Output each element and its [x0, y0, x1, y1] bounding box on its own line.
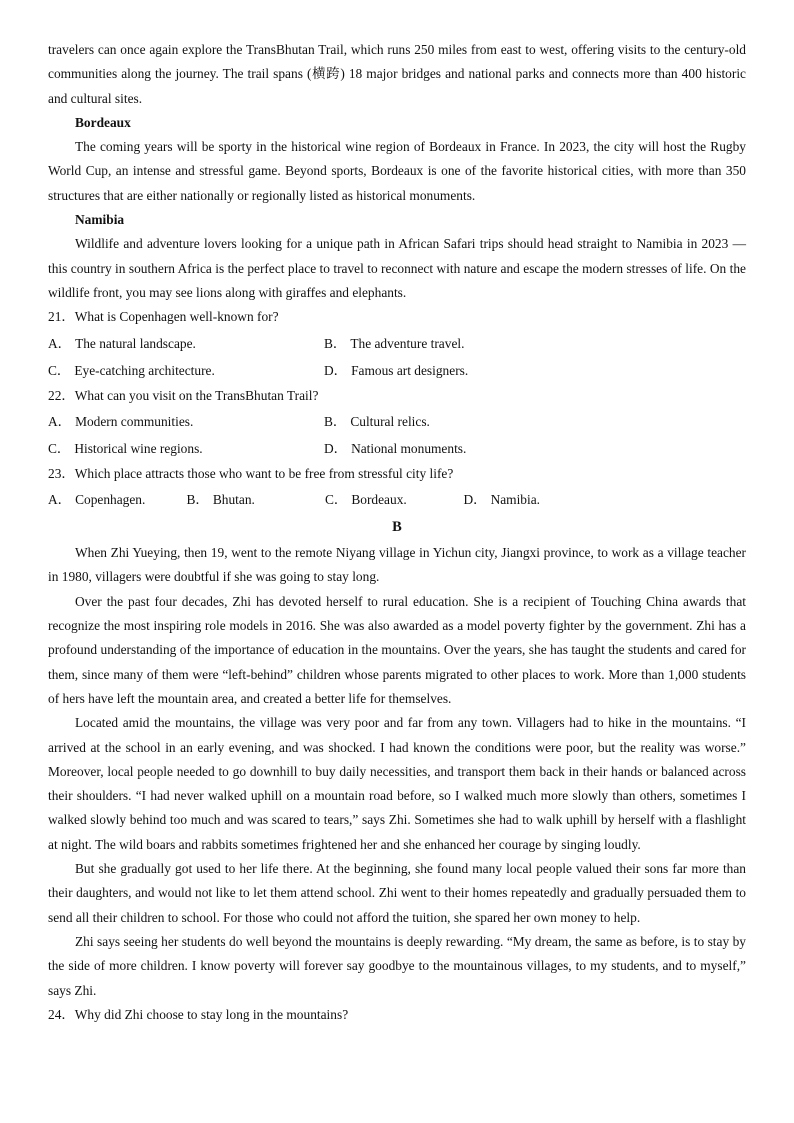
option-letter: C． — [48, 440, 71, 456]
passage-b-paragraph-3: Located amid the mountains, the village was very poor and far from any town. Villagers had to hike in the mountains. “I arrived at the school in an early evening, and was shocked. I had known the conditions were poor, but the reality was worse.” Moreover, local people needed to go downhill to buy daily necessities, and transport them back in their hands or balanced across their shoulders. “I had never walked uphill on a mountain road before, so I walked much more slowly than others, sometimes I walked slowly behind too much and was scared to tears,” says Zhi. Sometimes she had to walk uphill by herself with a flashlight at night. The wild boars and rabbits sometimes frightened her and she enhanced her courage by singing loudly. — [48, 715, 746, 852]
question-24 — [48, 1003, 746, 1027]
option-c[interactable] — [325, 486, 464, 513]
option-a[interactable] — [48, 486, 187, 513]
option-text: National monuments. — [351, 440, 467, 456]
option-letter: D． — [324, 440, 348, 456]
question-stem: Why did Zhi choose to stay long in the mountains? — [74, 1006, 349, 1022]
option-letter: A． — [48, 335, 72, 351]
question-stem: Which place attracts those who want to be free from stressful city life? — [74, 465, 454, 481]
option-letter: B． — [186, 492, 209, 508]
passage-b-paragraph-5: Zhi says seeing her students do well beyond the mountains is deeply rewarding. “My dream, the same as before, is to stay by the side of more children. I know poverty will forever say goodbye to the mountainous villages, to my students, and to myself,” says Zhi. — [48, 933, 746, 998]
option-text: The natural landscape. — [75, 335, 196, 351]
option-d[interactable] — [464, 486, 603, 513]
passage-b-paragraph-1: When Zhi Yueying, then 19, went to the remote Niyang village in Yichun city, Jiangxi province, to work as a village teacher in 1980, villagers were doubtful if she was going to stay long. — [48, 545, 746, 585]
option-text: Copenhagen. — [75, 492, 146, 508]
question-number: 24． — [48, 1006, 75, 1022]
option-text: Namibia. — [490, 492, 541, 508]
option-letter: C． — [48, 362, 71, 378]
option-d[interactable] — [324, 357, 600, 384]
option-letter: A． — [48, 413, 72, 429]
question-23-options-row — [48, 486, 746, 513]
option-c[interactable] — [48, 357, 324, 384]
option-b[interactable] — [187, 486, 326, 513]
question-22-options-row-1 — [48, 408, 746, 435]
option-text: Cultural relics. — [350, 413, 430, 429]
question-21-options-row-1 — [48, 330, 746, 357]
option-text: Famous art designers. — [351, 362, 469, 378]
option-text: Modern communities. — [75, 413, 194, 429]
document-page — [48, 38, 746, 1027]
passage-b-paragraph-4: But she gradually got used to her life there. At the beginning, she found many local people valued their sons far more than their daughters, and would not like to let them attend school. Zhi went to their homes repeatedly and gradually persuaded them to send all their children to school. For those who could not afford the tuition, she spared her own money to help. — [48, 861, 746, 925]
option-letter: B． — [324, 335, 347, 351]
option-text: Eye-catching architecture. — [74, 362, 215, 378]
option-a[interactable] — [48, 330, 324, 357]
option-letter: D． — [324, 362, 348, 378]
option-a[interactable] — [48, 408, 324, 435]
passage-b-paragraph-2: Over the past four decades, Zhi has devoted herself to rural education. She is a recipient of Touching China awards that recognize the most inspiring role models in 2016. She was also awarded as a model poverty fighter by the government. Zhi has a profound understanding of the importance of education in the mountains. Over the years, she has taught the students and cared for them, since many of them were “left-behind” children whose parents migrated to other places to work. More than 1,000 students of hers have left the mountain area, and created a better life for themselves. — [48, 593, 746, 706]
option-b[interactable] — [324, 330, 600, 357]
option-text: Bhutan. — [212, 492, 255, 508]
section-heading-bordeaux: Bordeaux — [75, 114, 131, 130]
passage-b-title: B — [392, 519, 402, 536]
question-21-options-row-2 — [48, 357, 746, 384]
option-text: Bordeaux. — [351, 492, 407, 508]
option-text: The adventure travel. — [350, 335, 465, 351]
option-b[interactable] — [324, 408, 600, 435]
section-text-bordeaux: The coming years will be sporty in the historical wine region of Bordeaux in France. In 2023, the city will host the Rugby World Cup, an intense and stressful game. Beyond sports, Bordeaux is one of the favorite historical cities, with more than 350 structures that are either nationally or regionally listed as historical monuments. — [48, 139, 746, 203]
question-number: 22． — [48, 387, 75, 403]
question-21 — [48, 305, 746, 329]
option-letter: A． — [48, 492, 72, 508]
option-letter: B． — [324, 413, 347, 429]
section-text-namibia: Wildlife and adventure lovers looking for a unique path in African Safari trips should head straight to Namibia in 2023 — this country in southern Africa is the perfect place to travel to reconnect with nature and escape the modern stresses of life. On the wildlife front, you may see lions along with giraffes and elephants. — [48, 236, 746, 300]
section-heading-namibia: Namibia — [75, 212, 125, 228]
passage-a-intro-continued: travelers can once again explore the TransBhutan Trail, which runs 250 miles from east to west, offering visits to the century-old communities along the journey. The trail spans (横跨) 18 major bridges and national parks and connects more than 400 historic and cultural sites. — [48, 42, 746, 106]
option-text: Historical wine regions. — [74, 440, 203, 456]
question-number: 21． — [48, 309, 75, 325]
question-22-options-row-2 — [48, 435, 746, 462]
question-stem: What can you visit on the TransBhutan Trail? — [74, 387, 319, 403]
option-letter: C． — [325, 492, 348, 508]
question-23 — [48, 462, 746, 486]
option-d[interactable] — [324, 435, 600, 462]
question-number: 23． — [48, 465, 75, 481]
question-22 — [48, 384, 746, 408]
option-c[interactable] — [48, 435, 324, 462]
option-letter: D． — [463, 492, 487, 508]
question-stem: What is Copenhagen well-known for? — [74, 309, 279, 325]
